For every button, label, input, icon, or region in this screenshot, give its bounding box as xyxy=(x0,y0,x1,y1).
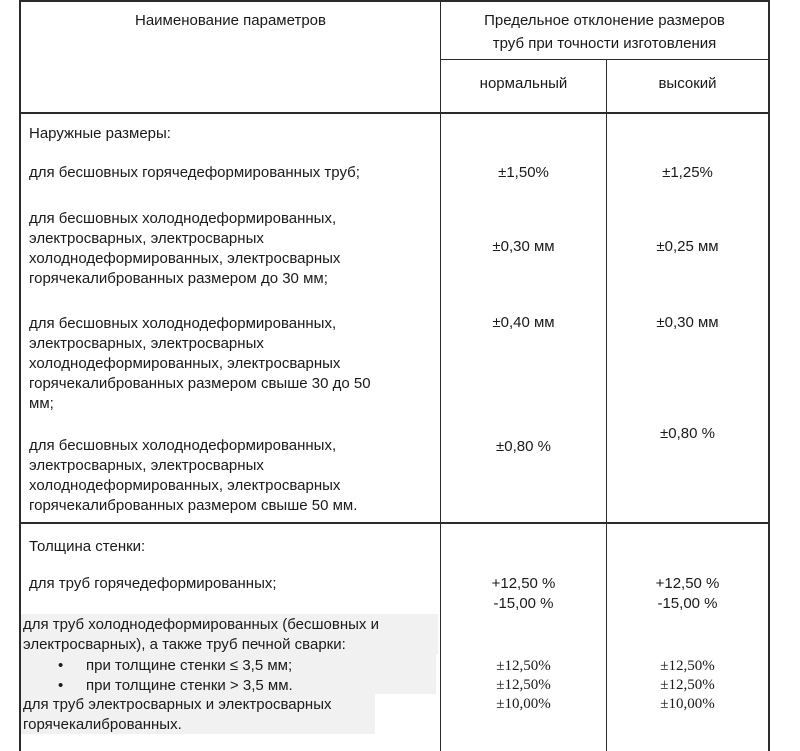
header-parameter-name: Наименование параметров xyxy=(135,12,326,29)
outer-row-4-line2: электросварных, электросварных xyxy=(29,457,264,474)
col-divider-1 xyxy=(440,0,441,751)
outer-title: Наружные размеры: xyxy=(29,125,171,142)
outer-row-4-high: ±0,80 % xyxy=(660,425,715,442)
outer-row-1-high: ±1,25% xyxy=(662,164,713,181)
wall-cold-line1: для труб холоднодеформированных (бесшовных и xyxy=(23,616,379,633)
wall-normal-thick: ±12,50% xyxy=(496,677,551,693)
wall-bullet-2: при толщине стенки > 3,5 мм. xyxy=(86,677,293,694)
section-divider xyxy=(19,522,769,524)
wall-bullet-1: при толщине стенки ≤ 3,5 мм; xyxy=(86,657,293,674)
outer-row-4-normal: ±0,80 % xyxy=(496,438,551,455)
wall-hot-text: для труб горячедеформированных; xyxy=(29,575,277,592)
wall-hot-normal-plus: +12,50 % xyxy=(491,575,556,592)
wall-last-line2: горячекалиброванных. xyxy=(23,716,182,733)
outer-row-4-line1: для бесшовных холоднодеформированных, xyxy=(29,437,337,454)
wall-high-welded: ±10,00% xyxy=(660,696,715,712)
subheader-divider xyxy=(440,59,769,60)
wall-cold-line2: электросварных), а также труб печной сварки: xyxy=(23,636,346,653)
outer-row-2-line3: холоднодеформированных, электросварных xyxy=(29,250,341,267)
outer-row-3-line2: электросварных, электросварных xyxy=(29,335,264,352)
header-normal: нормальный xyxy=(479,75,568,92)
bullet-icon: • xyxy=(58,677,64,694)
wall-title: Толщина стенки: xyxy=(29,538,146,555)
outer-row-3-line5: мм; xyxy=(29,395,54,412)
bullet-icon: • xyxy=(58,657,64,674)
outer-row-1-normal: ±1,50% xyxy=(498,164,549,181)
outer-row-2-line2: электросварных, электросварных xyxy=(29,230,264,247)
wall-last-line1: для труб электросварных и электросварных xyxy=(23,696,332,713)
outer-row-1-text: для бесшовных горячедеформированных труб; xyxy=(29,164,360,181)
wall-normal-welded: ±10,00% xyxy=(496,696,551,712)
header-high: высокий xyxy=(658,75,717,92)
outer-row-2-high: ±0,25 мм xyxy=(656,238,719,255)
header-bottom-border xyxy=(19,112,769,114)
wall-high-thin: ±12,50% xyxy=(660,658,715,674)
outer-row-2-line4: горячекалиброванных размером до 30 мм; xyxy=(29,270,328,287)
right-border xyxy=(768,0,770,751)
wall-hot-high-plus: +12,50 % xyxy=(655,575,720,592)
outer-row-3-normal: ±0,40 мм xyxy=(492,314,555,331)
wall-normal-thin: ±12,50% xyxy=(496,658,551,674)
outer-row-3-line3: холоднодеформированных, электросварных xyxy=(29,355,341,372)
outer-row-4-line3: холоднодеформированных, электросварных xyxy=(29,477,341,494)
outer-row-3-high: ±0,30 мм xyxy=(656,314,719,331)
header-deviation-line2: труб при точности изготовления xyxy=(492,35,717,52)
outer-row-3-line1: для бесшовных холоднодеформированных, xyxy=(29,315,337,332)
wall-high-thick: ±12,50% xyxy=(660,677,715,693)
table-top-border xyxy=(19,0,769,2)
wall-hot-high-minus: -15,00 % xyxy=(657,595,718,612)
outer-row-2-normal: ±0,30 мм xyxy=(492,238,555,255)
header-deviation-line1: Предельное отклонение размеров xyxy=(484,12,725,29)
outer-row-4-line4: горячекалиброванных размером свыше 50 мм. xyxy=(29,497,358,514)
wall-hot-normal-minus: -15,00 % xyxy=(493,595,554,612)
outer-row-2-line1: для бесшовных холоднодеформированных, xyxy=(29,210,337,227)
outer-row-3-line4: горячекалиброванных размером свыше 30 до 50 xyxy=(29,375,371,392)
